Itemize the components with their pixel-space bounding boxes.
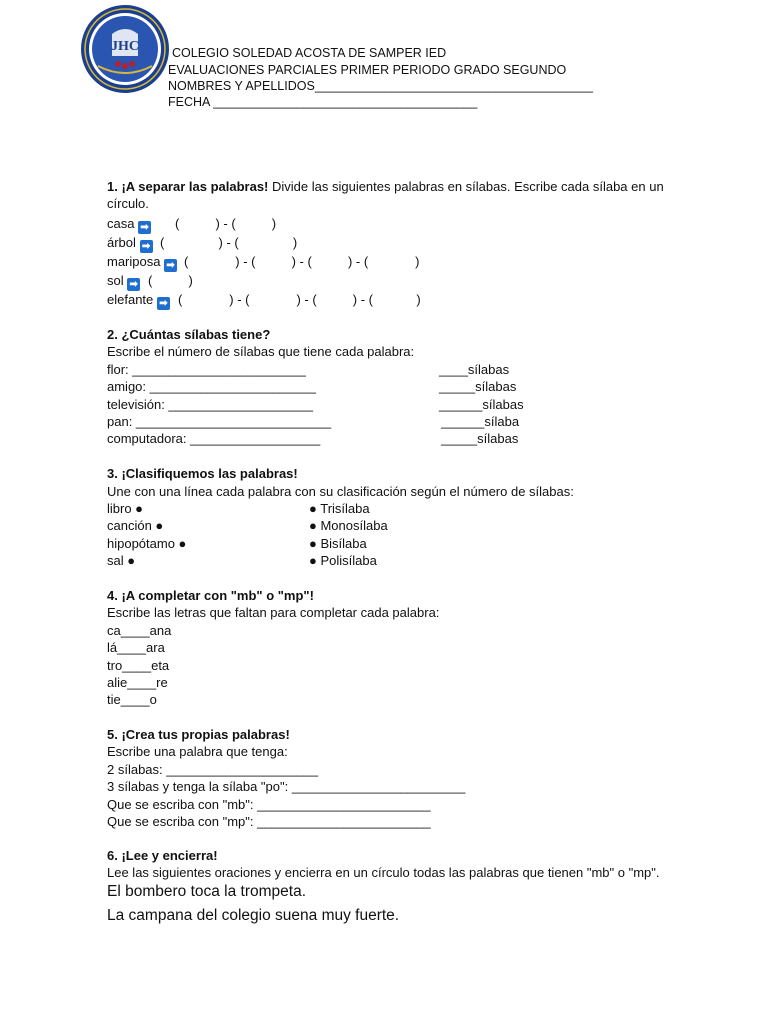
match-classification[interactable]: ● Trisílaba xyxy=(309,501,370,516)
syllable-boxes[interactable]: ( ) - ( ) - ( ) - ( ) xyxy=(178,292,421,307)
count-word-field[interactable]: pan: ___________________________ xyxy=(107,414,332,429)
section5-title: 5. ¡Crea tus propias palabras! xyxy=(107,727,290,742)
match-word[interactable]: canción ● xyxy=(107,518,164,533)
section1-title xyxy=(107,178,664,195)
count-syllables-field[interactable]: _____sílabas xyxy=(439,379,517,394)
arrow-right-icon: ➡ xyxy=(164,259,177,272)
arrow-right-icon: ➡ xyxy=(157,297,170,310)
match-classification[interactable]: ● Monosílaba xyxy=(309,518,388,533)
syllable-boxes[interactable]: ( ) - ( ) - ( ) - ( ) xyxy=(184,254,420,269)
match-word[interactable]: sal ● xyxy=(107,553,136,568)
syllable-row xyxy=(107,272,140,291)
section3-instruction: Une con una línea cada palabra con su clasificación según el número de sílabas: xyxy=(107,484,574,499)
section3-title: 3. ¡Clasifiquemos las palabras! xyxy=(107,466,298,481)
school-name: COLEGIO SOLEDAD ACOSTA DE SAMPER IED xyxy=(172,46,447,60)
school-logo xyxy=(80,4,170,94)
count-word-field[interactable]: amigo: _______________________ xyxy=(107,379,316,394)
reading-sentence: El bombero toca la trompeta. xyxy=(107,883,307,900)
syllable-word: árbol xyxy=(107,235,136,250)
section1-title-bold: 1. ¡A separar las palabras! xyxy=(107,179,269,194)
count-word-field[interactable]: televisión: ____________________ xyxy=(107,397,314,412)
arrow-right-icon: ➡ xyxy=(127,278,140,291)
match-word[interactable]: libro ● xyxy=(107,501,144,516)
arrow-right-icon: ➡ xyxy=(138,221,151,234)
exam-subtitle: EVALUACIONES PARCIALES PRIMER PERIODO GRADO SEGUNDO xyxy=(168,63,567,77)
fill-word[interactable]: tie____o xyxy=(107,692,157,707)
syllable-row xyxy=(107,253,177,272)
create-word-field[interactable]: 3 sílabas y tenga la sílaba "po": ________________________ xyxy=(107,779,466,794)
syllable-word: elefante xyxy=(107,292,154,307)
fill-word[interactable]: alie____re xyxy=(107,675,168,690)
match-word[interactable]: hipopótamo ● xyxy=(107,536,187,551)
create-word-field[interactable]: 2 sílabas: _____________________ xyxy=(107,762,319,777)
section6-instruction: Lee las siguientes oraciones y encierra en un círculo todas las palabras que tienen "mb" o "mp". xyxy=(107,865,660,880)
section2-title: 2. ¿Cuántas sílabas tiene? xyxy=(107,327,271,342)
syllable-word: casa xyxy=(107,216,135,231)
syllable-row xyxy=(107,291,170,310)
section1-title-rest: Divide las siguientes palabras en sílabas. Escribe cada sílaba en un xyxy=(268,179,664,194)
fill-word[interactable]: ca____ana xyxy=(107,623,172,638)
count-syllables-field[interactable]: ____sílabas xyxy=(439,362,510,377)
create-word-field[interactable]: Que se escriba con "mb": ________________________ xyxy=(107,797,431,812)
syllable-row xyxy=(107,215,151,234)
section4-title: 4. ¡A completar con "mb" o "mp"! xyxy=(107,588,314,603)
section4-instruction: Escribe las letras que faltan para completar cada palabra: xyxy=(107,605,440,620)
match-classification[interactable]: ● Bisílaba xyxy=(309,536,367,551)
arrow-right-icon: ➡ xyxy=(140,240,153,253)
svg-text:JHC: JHC xyxy=(111,39,139,54)
match-classification[interactable]: ● Polisílaba xyxy=(309,553,377,568)
fill-word[interactable]: tro____eta xyxy=(107,658,170,673)
section5-instruction: Escribe una palabra que tenga: xyxy=(107,744,288,759)
count-syllables-field[interactable]: _____sílabas xyxy=(441,431,519,446)
syllable-boxes[interactable]: ( ) - ( ) xyxy=(175,216,277,231)
fill-word[interactable]: lá____ara xyxy=(107,640,165,655)
syllable-row xyxy=(107,234,153,253)
count-word-field[interactable]: computadora: __________________ xyxy=(107,431,321,446)
date-field[interactable]: FECHA ______________________________________ xyxy=(168,95,478,109)
syllable-boxes[interactable]: ( ) - ( ) xyxy=(160,235,298,250)
names-field[interactable]: NOMBRES Y APELLIDOS________________________________________ xyxy=(168,79,593,93)
section1-title-cont: círculo. xyxy=(107,196,149,211)
count-syllables-field[interactable]: ______sílaba xyxy=(441,414,520,429)
section2-instruction: Escribe el número de sílabas que tiene cada palabra: xyxy=(107,344,415,359)
section6-title: 6. ¡Lee y encierra! xyxy=(107,848,218,863)
syllable-boxes[interactable]: ( ) xyxy=(148,273,193,288)
reading-sentence: La campana del colegio suena muy fuerte. xyxy=(107,907,400,924)
create-word-field[interactable]: Que se escriba con "mp": ________________________ xyxy=(107,814,431,829)
count-word-field[interactable]: flor: ________________________ xyxy=(107,362,306,377)
syllable-word: sol xyxy=(107,273,124,288)
count-syllables-field[interactable]: ______sílabas xyxy=(439,397,524,412)
syllable-word: mariposa xyxy=(107,254,161,269)
